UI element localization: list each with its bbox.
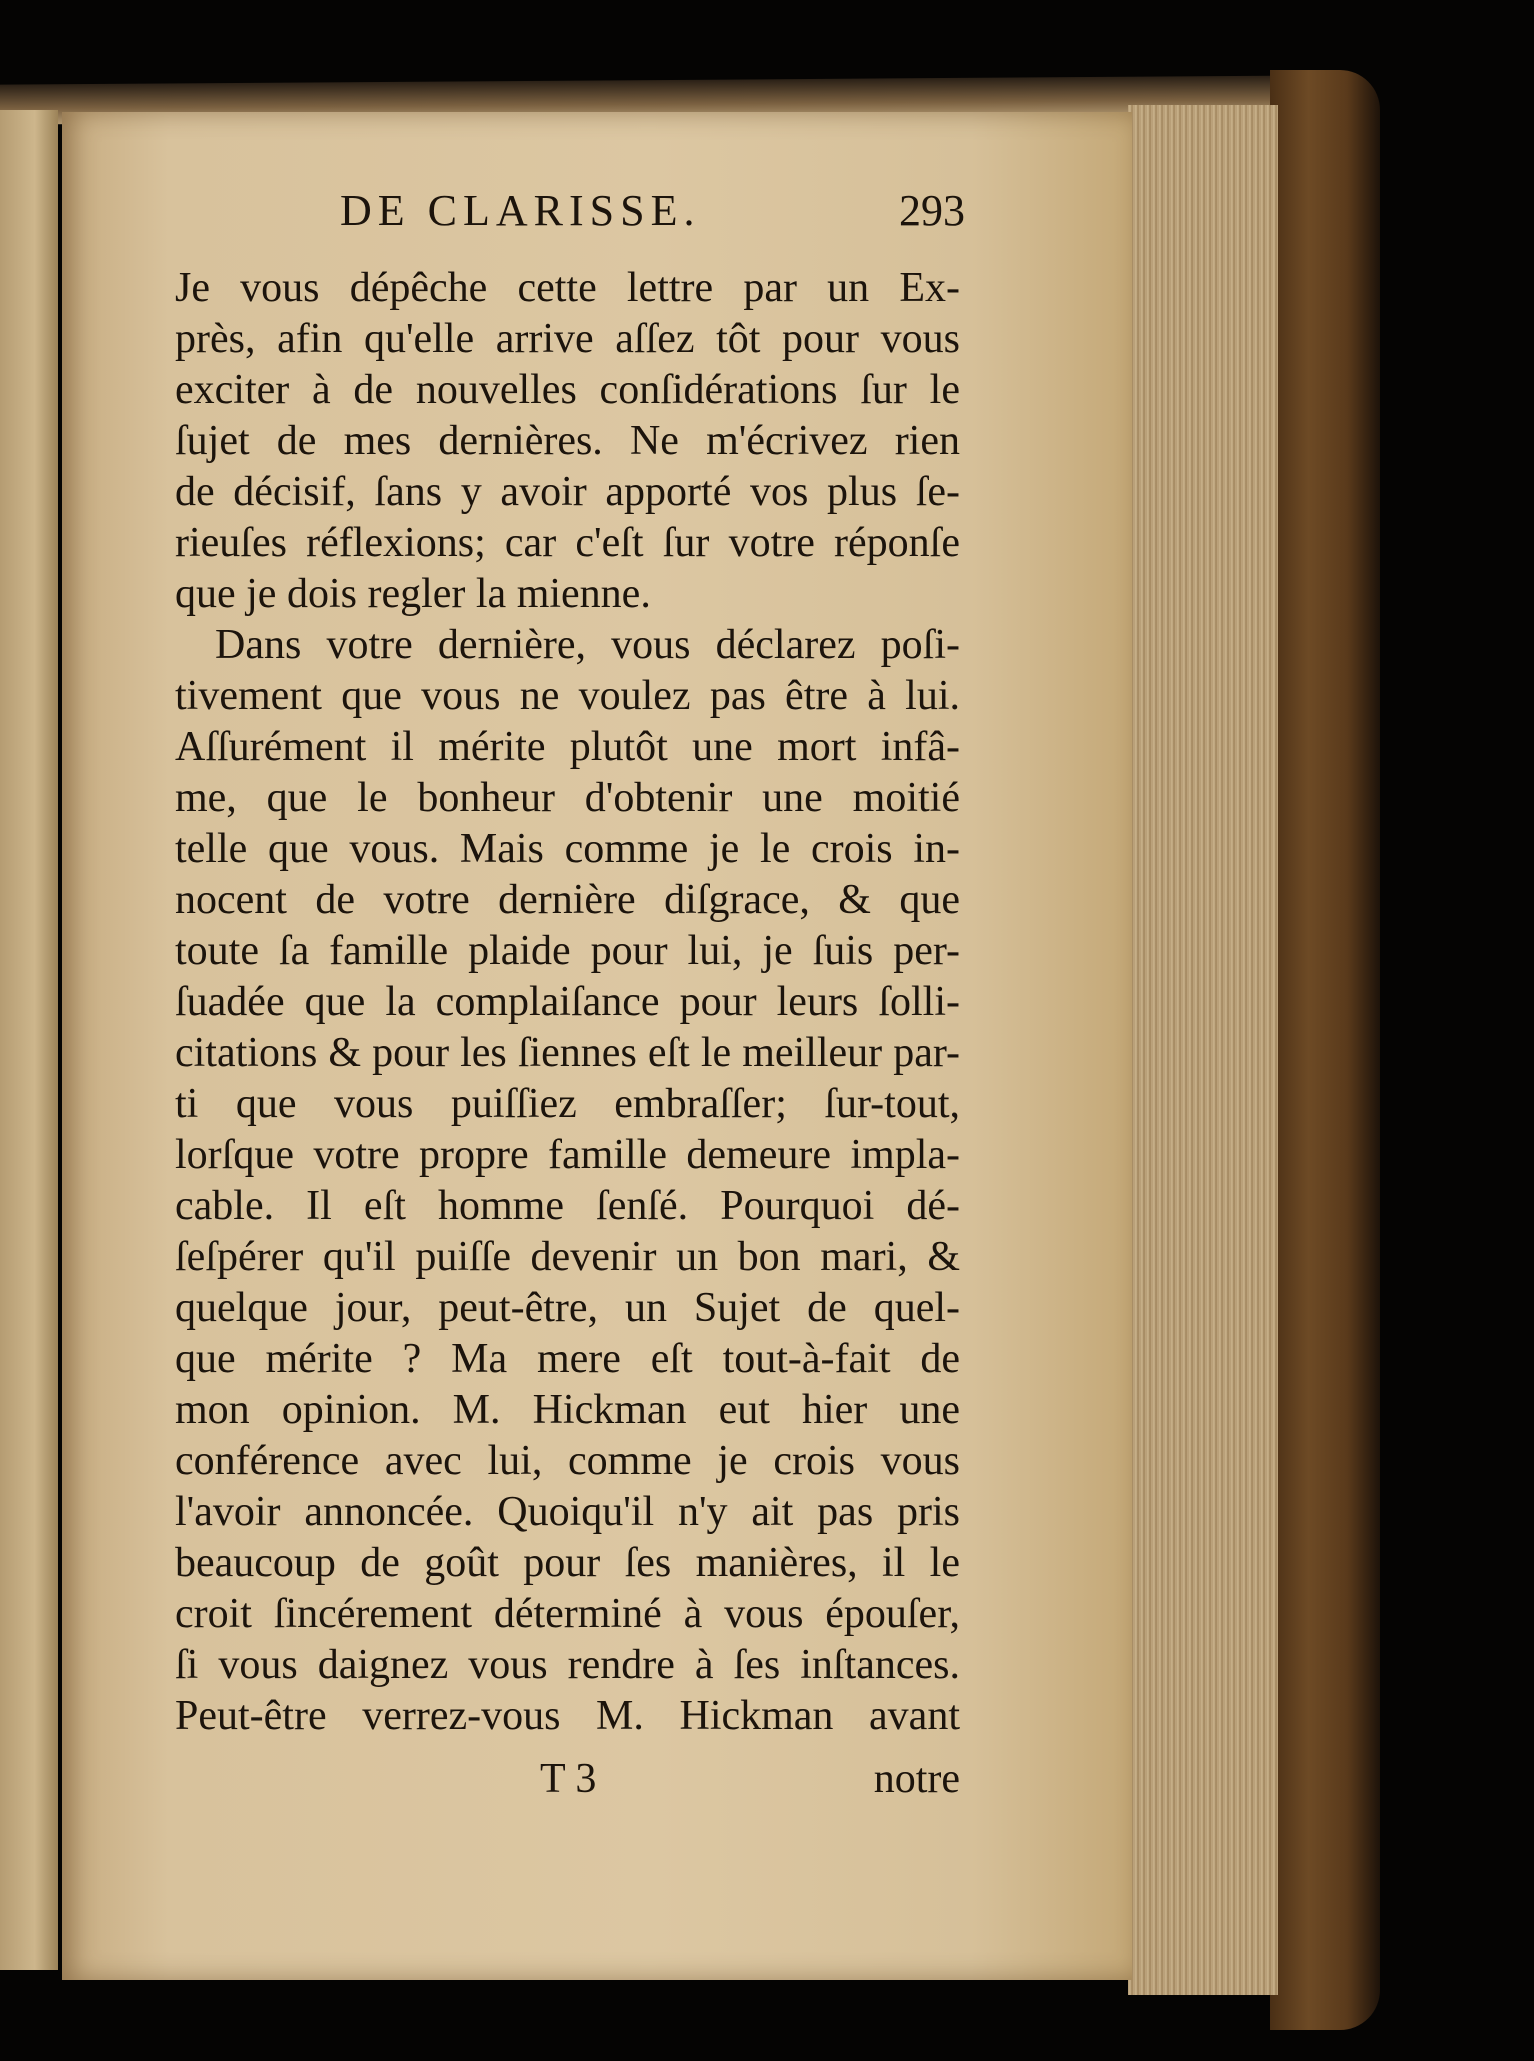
catchword: notre (873, 1756, 960, 1802)
text-line: Aſſurément il mérite plutôt une mort infâ- (175, 724, 960, 770)
text-line: me, que le bonheur d'obtenir une moitié (175, 775, 960, 821)
text-line: ſi vous daignez vous rendre à ſes inſtances. (175, 1642, 960, 1688)
left-page-edge (0, 110, 58, 1970)
text-line: toute ſa famille plaide pour lui, je ſuis per- (175, 928, 960, 974)
text-line: que je dois regler la mienne. (175, 571, 651, 617)
text-line: Dans votre dernière, vous déclarez poſi- (215, 622, 960, 668)
text-line: beaucoup de goût pour ſes manières, il le (175, 1540, 960, 1586)
text-line: l'avoir annoncée. Quoiqu'il n'y ait pas pris (175, 1489, 960, 1535)
signature-mark: T 3 (540, 1756, 597, 1802)
text-line: ti que vous puiſſiez embraſſer; ſur-tout, (175, 1081, 960, 1127)
text-line: rieuſes réflexions; car c'eſt ſur votre réponſe (175, 520, 960, 566)
text-line: que mérite ? Ma mere eſt tout-à-fait de (175, 1336, 960, 1382)
text-line: Je vous dépêche cette lettre par un Ex- (175, 265, 960, 311)
text-line: ſuadée que la complaiſance pour leurs ſolli- (175, 979, 960, 1025)
text-line: citations & pour les ſiennes eſt le meilleur par- (175, 1030, 960, 1076)
page-block-edge (1128, 105, 1278, 1995)
page-footer (540, 1755, 960, 1809)
text-line: Peut-être verrez-vous M. Hickman avant (175, 1693, 960, 1739)
text-line: nocent de votre dernière diſgrace, & que (175, 877, 960, 923)
running-head (340, 185, 965, 241)
book-cover-spine (1270, 70, 1380, 2030)
text-line: quelque jour, peut-être, un Sujet de quel- (175, 1285, 960, 1331)
text-line: ſujet de mes dernières. Ne m'écrivez rien (175, 418, 960, 464)
text-line: exciter à de nouvelles conſidérations ſur le (175, 367, 960, 413)
text-line: tivement que vous ne voulez pas être à lui. (175, 673, 960, 719)
page-number: 293 (899, 186, 965, 235)
text-line: conférence avec lui, comme je crois vous (175, 1438, 960, 1484)
text-line: cable. Il eſt homme ſenſé. Pourquoi dé- (175, 1183, 960, 1229)
text-line: de décisif, ſans y avoir apporté vos plus ſe- (175, 469, 960, 515)
text-line: mon opinion. M. Hickman eut hier une (175, 1387, 960, 1433)
text-line: ſeſpérer qu'il puiſſe devenir un bon mari, & (175, 1234, 960, 1280)
text-line: croit ſincérement déterminé à vous épouſer, (175, 1591, 960, 1637)
text-line: près, afin qu'elle arrive aſſez tôt pour vous (175, 316, 960, 362)
text-line: telle que vous. Mais comme je le crois in- (175, 826, 960, 872)
text-line: lorſque votre propre famille demeure impla- (175, 1132, 960, 1178)
running-head-title: DE CLARISSE. (340, 186, 701, 235)
